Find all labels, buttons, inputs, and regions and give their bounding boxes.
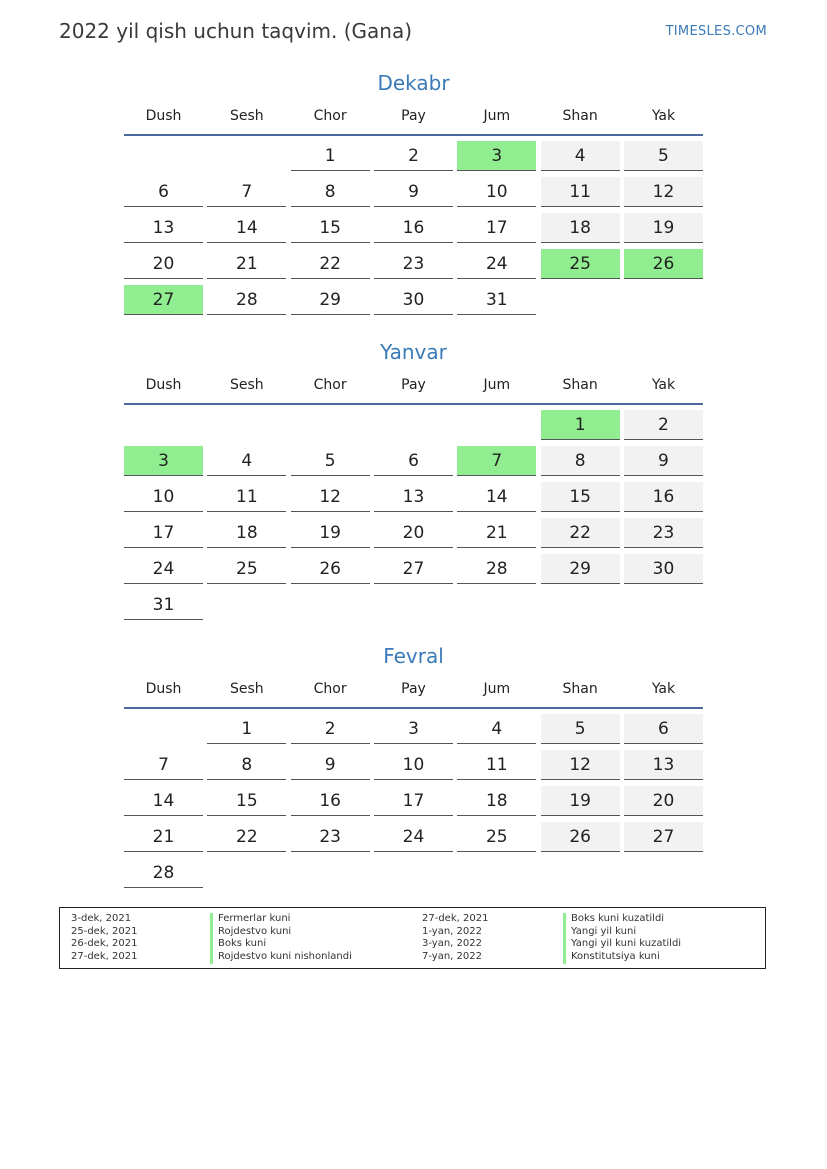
day-cell: 2	[374, 141, 453, 171]
weekday-header	[124, 98, 703, 136]
day-cell: 3	[374, 714, 453, 744]
day-cell: 17	[457, 213, 536, 243]
day-cell: 12	[624, 177, 703, 207]
day-cell: 23	[624, 518, 703, 548]
weekday-label: Yak	[651, 108, 676, 124]
weekday-label: Chor	[313, 377, 347, 393]
weekday-label: Dush	[145, 377, 182, 393]
weekday-label: Pay	[401, 377, 426, 393]
day-cell: 6	[374, 446, 453, 476]
days-grid	[124, 136, 703, 315]
brand-link[interactable]: TIMESLES.COM	[665, 24, 767, 39]
days-grid	[124, 709, 703, 888]
empty-cell	[207, 141, 286, 171]
day-cell: 19	[291, 518, 370, 548]
day-cell: 19	[541, 786, 620, 816]
legend-dates-col-1	[71, 913, 137, 964]
day-cell: 30	[624, 554, 703, 584]
day-cell: 18	[541, 213, 620, 243]
legend-date: 1-yan, 2022	[422, 925, 482, 937]
day-cell: 13	[124, 213, 203, 243]
weekday-header	[124, 367, 703, 405]
day-cell: 16	[374, 213, 453, 243]
day-cell: 17	[124, 518, 203, 548]
day-cell: 15	[541, 482, 620, 512]
day-cell: 22	[541, 518, 620, 548]
day-cell: 11	[457, 750, 536, 780]
holiday-day-cell: 25	[541, 249, 620, 279]
day-cell: 29	[541, 554, 620, 584]
day-cell: 21	[457, 518, 536, 548]
day-cell: 15	[291, 213, 370, 243]
day-cell: 31	[124, 590, 203, 620]
empty-cell	[124, 141, 203, 171]
day-cell: 22	[207, 822, 286, 852]
day-cell: 1	[291, 141, 370, 171]
day-cell: 16	[291, 786, 370, 816]
day-cell: 15	[207, 786, 286, 816]
day-cell: 18	[457, 786, 536, 816]
day-cell: 25	[207, 554, 286, 584]
weekday-label: Jum	[483, 681, 511, 697]
day-cell: 14	[207, 213, 286, 243]
legend-names-col-1	[210, 913, 352, 964]
empty-cell	[457, 410, 536, 440]
day-cell: 28	[124, 858, 203, 888]
day-cell: 30	[374, 285, 453, 315]
day-cell: 11	[541, 177, 620, 207]
day-cell: 7	[124, 750, 203, 780]
day-cell: 23	[291, 822, 370, 852]
day-cell: 26	[291, 554, 370, 584]
day-cell: 20	[124, 249, 203, 279]
weekday-label: Chor	[313, 681, 347, 697]
day-cell: 28	[207, 285, 286, 315]
month-dekabr	[124, 68, 703, 315]
month-fevral	[124, 641, 703, 888]
day-cell: 2	[624, 410, 703, 440]
day-cell: 23	[374, 249, 453, 279]
weekday-label: Shan	[562, 681, 598, 697]
weekday-label: Jum	[483, 377, 511, 393]
day-cell: 31	[457, 285, 536, 315]
holiday-day-cell: 3	[124, 446, 203, 476]
day-cell: 7	[207, 177, 286, 207]
day-cell: 13	[624, 750, 703, 780]
day-cell: 29	[291, 285, 370, 315]
day-cell: 10	[124, 482, 203, 512]
holiday-day-cell: 1	[541, 410, 620, 440]
weekday-label: Chor	[313, 108, 347, 124]
day-cell: 13	[374, 482, 453, 512]
day-cell: 21	[207, 249, 286, 279]
day-cell: 6	[124, 177, 203, 207]
day-cell: 27	[624, 822, 703, 852]
days-grid	[124, 405, 703, 620]
weekday-label: Yak	[651, 377, 676, 393]
empty-cell	[124, 410, 203, 440]
day-cell: 26	[541, 822, 620, 852]
holiday-legend	[59, 907, 766, 969]
weekday-label: Shan	[562, 377, 598, 393]
legend-holiday-name: Rojdestvo kuni	[210, 926, 352, 939]
weekday-label: Pay	[401, 108, 426, 124]
day-cell: 28	[457, 554, 536, 584]
legend-holiday-name: Rojdestvo kuni nishonlandi	[210, 951, 352, 964]
weekday-label: Sesh	[229, 377, 264, 393]
month-name: Dekabr	[377, 71, 450, 95]
day-cell: 5	[541, 714, 620, 744]
day-cell: 24	[457, 249, 536, 279]
legend-date: 3-yan, 2022	[422, 938, 482, 950]
weekday-label: Dush	[145, 108, 182, 124]
holiday-day-cell: 7	[457, 446, 536, 476]
weekday-label: Pay	[401, 681, 426, 697]
legend-holiday-name: Boks kuni kuzatildi	[563, 913, 681, 926]
day-cell: 8	[207, 750, 286, 780]
day-cell: 4	[541, 141, 620, 171]
day-cell: 10	[374, 750, 453, 780]
day-cell: 24	[124, 554, 203, 584]
legend-date: 25-dek, 2021	[71, 925, 138, 937]
day-cell: 14	[457, 482, 536, 512]
day-cell: 24	[374, 822, 453, 852]
legend-date: 26-dek, 2021	[71, 938, 138, 950]
day-cell: 20	[374, 518, 453, 548]
holiday-day-cell: 26	[624, 249, 703, 279]
legend-holiday-name: Yangi yil kuni	[563, 926, 681, 939]
day-cell: 4	[457, 714, 536, 744]
day-cell: 18	[207, 518, 286, 548]
day-cell: 8	[291, 177, 370, 207]
empty-cell	[124, 714, 203, 744]
weekday-header	[124, 671, 703, 709]
empty-cell	[207, 410, 286, 440]
day-cell: 9	[624, 446, 703, 476]
day-cell: 14	[124, 786, 203, 816]
day-cell: 11	[207, 482, 286, 512]
legend-dates-col-2	[422, 913, 488, 964]
day-cell: 12	[541, 750, 620, 780]
day-cell: 20	[624, 786, 703, 816]
day-cell: 6	[624, 714, 703, 744]
day-cell: 9	[291, 750, 370, 780]
weekday-label: Shan	[562, 108, 598, 124]
day-cell: 27	[374, 554, 453, 584]
day-cell: 21	[124, 822, 203, 852]
legend-date: 27-dek, 2021	[422, 913, 489, 924]
day-cell: 22	[291, 249, 370, 279]
day-cell: 17	[374, 786, 453, 816]
weekday-label: Dush	[145, 681, 182, 697]
day-cell: 25	[457, 822, 536, 852]
day-cell: 5	[291, 446, 370, 476]
day-cell: 8	[541, 446, 620, 476]
day-cell: 2	[291, 714, 370, 744]
legend-holiday-name: Yangi yil kuni kuzatildi	[563, 938, 681, 951]
legend-names-col-2	[563, 913, 681, 964]
weekday-label: Sesh	[229, 108, 264, 124]
day-cell: 1	[207, 714, 286, 744]
legend-holiday-name: Konstitutsiya kuni	[563, 951, 681, 964]
weekday-label: Yak	[651, 681, 676, 697]
empty-cell	[291, 410, 370, 440]
day-cell: 10	[457, 177, 536, 207]
legend-holiday-name: Fermerlar kuni	[210, 913, 352, 926]
month-name: Fevral	[383, 644, 444, 668]
day-cell: 9	[374, 177, 453, 207]
day-cell: 4	[207, 446, 286, 476]
legend-holiday-name: Boks kuni	[210, 938, 352, 951]
holiday-day-cell: 27	[124, 285, 203, 315]
holiday-day-cell: 3	[457, 141, 536, 171]
day-cell: 19	[624, 213, 703, 243]
day-cell: 5	[624, 141, 703, 171]
day-cell: 16	[624, 482, 703, 512]
month-name: Yanvar	[380, 340, 447, 364]
legend-date: 3-dek, 2021	[71, 913, 132, 924]
legend-date: 27-dek, 2021	[71, 951, 138, 963]
page-title: 2022 yil qish uchun taqvim. (Gana)	[59, 19, 412, 43]
legend-date: 7-yan, 2022	[422, 951, 482, 963]
weekday-label: Jum	[483, 108, 511, 124]
weekday-label: Sesh	[229, 681, 264, 697]
month-yanvar	[124, 337, 703, 620]
day-cell: 12	[291, 482, 370, 512]
empty-cell	[374, 410, 453, 440]
